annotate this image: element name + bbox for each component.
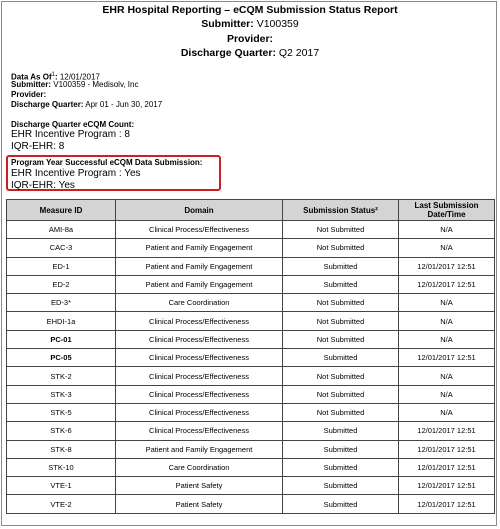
col-header-measure-id: Measure ID [7,200,116,221]
status-cell: Submitted [283,477,399,495]
col-header-last-submission: Last Submission Date/Time [399,200,495,221]
date-cell: 12/01/2017 12:51 [399,458,495,476]
status-cell: Submitted [283,422,399,440]
status-cell: Not Submitted [283,312,399,330]
status-cell: Not Submitted [283,239,399,257]
status-cell: Submitted [283,495,399,513]
domain-cell: Clinical Process/Effectiveness [116,367,283,385]
domain-cell: Clinical Process/Effectiveness [116,385,283,403]
status-cell: Not Submitted [283,385,399,403]
report-quarter [2,47,497,59]
date-cell: N/A [399,330,495,348]
table-row [7,275,495,293]
domain-cell: Clinical Process/Effectiveness [116,330,283,348]
date-cell: 12/01/2017 12:51 [399,349,495,367]
table-row [7,440,495,458]
measure-id-cell: STK-8 [7,440,116,458]
measure-id-cell: AMI-8a [7,221,116,239]
domain-cell: Care Coordination [116,458,283,476]
table-row [7,367,495,385]
table-row [7,495,495,513]
date-cell: 12/01/2017 12:51 [399,495,495,513]
measure-id-cell: ED-2 [7,275,116,293]
count-ehr: EHR Incentive Program : 8 [11,129,130,140]
measure-id-cell: STK-2 [7,367,116,385]
date-cell: 12/01/2017 12:51 [399,422,495,440]
measure-table [6,199,495,514]
measure-id-cell: STK-5 [7,403,116,421]
date-cell: 12/01/2017 12:51 [399,477,495,495]
measure-id-cell: PC-05 [7,349,116,367]
date-cell: N/A [399,367,495,385]
quarter-value: Q2 2017 [278,47,320,59]
measure-id-cell: ED-1 [7,257,116,275]
date-cell: 12/01/2017 12:51 [399,275,495,293]
date-cell: N/A [399,221,495,239]
quarter-label: Discharge Quarter: [180,47,276,59]
domain-cell: Patient and Family Engagement [116,239,283,257]
table-row [7,239,495,257]
measure-id-cell: STK-6 [7,422,116,440]
table-row [7,294,495,312]
status-cell: Submitted [283,257,399,275]
submitter-value: V100359 [256,18,299,30]
report-page [1,1,497,526]
domain-cell: Care Coordination [116,294,283,312]
report-submitter [2,18,497,30]
measure-id-cell: VTE-2 [7,495,116,513]
date-cell: N/A [399,312,495,330]
status-cell: Not Submitted [283,403,399,421]
measure-id-cell: EHDI-1a [7,312,116,330]
highlight-title: Program Year Successful eCQM Data Submission: [11,158,203,167]
domain-cell: Clinical Process/Effectiveness [116,403,283,421]
measure-id-cell: STK-3 [7,385,116,403]
table-row [7,257,495,275]
domain-cell: Clinical Process/Effectiveness [116,312,283,330]
meta-quarter-value: Apr 01 - Jun 30, 2017 [85,100,163,109]
table-row [7,221,495,239]
status-cell: Submitted [283,275,399,293]
submitter-label: Submitter: [201,18,254,30]
table-row [7,403,495,421]
meta-provider-label: Provider: [11,90,47,99]
meta-provider [11,90,46,100]
domain-cell: Clinical Process/Effectiveness [116,221,283,239]
measure-id-cell: ED-3* [7,294,116,312]
table-row [7,312,495,330]
status-cell: Not Submitted [283,330,399,348]
meta-submitter-value: V100359 - Medisolv, Inc [53,80,139,89]
date-cell: N/A [399,385,495,403]
measure-id-cell: PC-01 [7,330,116,348]
data-as-of-colon: : [54,72,58,82]
measure-id-cell: STK-10 [7,458,116,476]
table-row [7,330,495,348]
status-cell: Submitted [283,458,399,476]
table-row [7,458,495,476]
highlight-iqr: IQR-EHR: Yes [11,180,75,191]
table-row [7,349,495,367]
meta-submitter-label: Submitter: [11,80,51,89]
meta-quarter-label: Discharge Quarter: [11,100,84,109]
table-header-row [7,200,495,221]
count-iqr: IQR-EHR: 8 [11,141,65,152]
data-as-of-value: 12/01/2017 [59,72,100,82]
meta-quarter [11,100,162,110]
data-as-of-footnote: 1 [51,72,55,78]
status-cell: Not Submitted [283,221,399,239]
date-cell: N/A [399,294,495,312]
status-cell: Not Submitted [283,294,399,312]
meta-submitter [11,80,138,90]
status-cell: Not Submitted [283,367,399,385]
report-provider: Provider: [226,33,274,45]
status-cell: Submitted [283,440,399,458]
col-header-domain: Domain [116,200,283,221]
table-row [7,422,495,440]
domain-cell: Clinical Process/Effectiveness [116,349,283,367]
domain-cell: Patient Safety [116,495,283,513]
date-cell: N/A [399,403,495,421]
measure-id-cell: CAC-3 [7,239,116,257]
date-cell: N/A [399,239,495,257]
table-row [7,477,495,495]
domain-cell: Patient and Family Engagement [116,440,283,458]
count-title: Discharge Quarter eCQM Count: [11,120,135,129]
report-title: EHR Hospital Reporting – eCQM Submission Status Report [102,4,398,16]
table-row [7,385,495,403]
domain-cell: Clinical Process/Effectiveness [116,422,283,440]
date-cell: 12/01/2017 12:51 [399,440,495,458]
col-header-status: Submission Status² [283,200,399,221]
date-cell: 12/01/2017 12:51 [399,257,495,275]
measure-id-cell: VTE-1 [7,477,116,495]
status-cell: Submitted [283,349,399,367]
data-as-of-label: Data As Of [11,72,52,82]
domain-cell: Patient Safety [116,477,283,495]
domain-cell: Patient and Family Engagement [116,257,283,275]
highlight-ehr: EHR Incentive Program : Yes [11,168,141,179]
domain-cell: Patient and Family Engagement [116,275,283,293]
